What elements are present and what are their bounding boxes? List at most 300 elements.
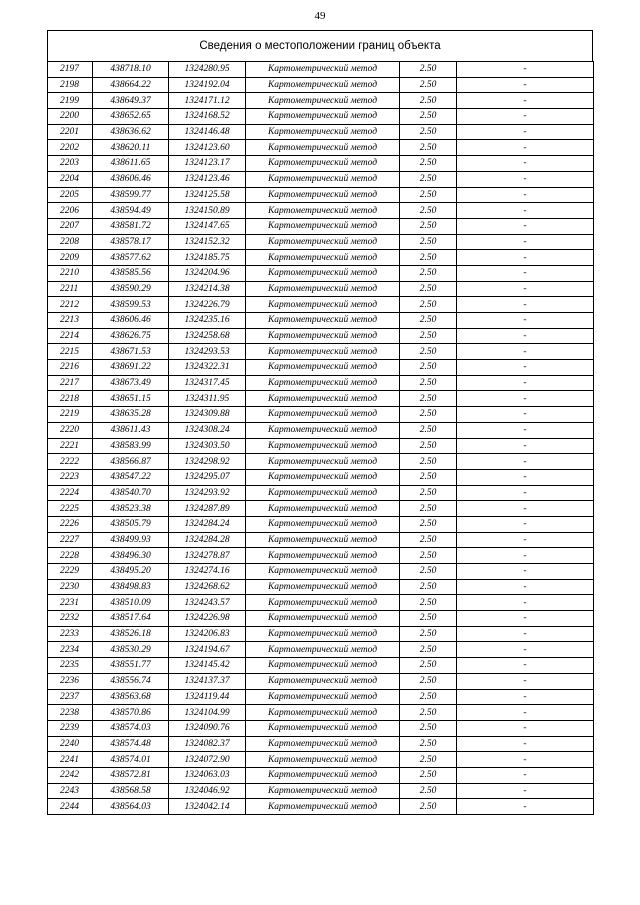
accuracy-cell: 2.50 xyxy=(400,626,457,642)
description-cell: - xyxy=(457,767,594,783)
method-cell: Картометрический метод xyxy=(246,501,400,517)
coordinate-x-cell: 438664.22 xyxy=(93,77,169,93)
method-cell: Картометрический метод xyxy=(246,469,400,485)
accuracy-cell: 2.50 xyxy=(400,313,457,329)
point-number-cell: 2231 xyxy=(48,595,93,611)
accuracy-cell: 2.50 xyxy=(400,736,457,752)
coordinate-y-cell: 1324137.37 xyxy=(169,673,246,689)
table-row xyxy=(48,485,594,501)
point-number-cell: 2217 xyxy=(48,375,93,391)
description-cell: - xyxy=(457,720,594,736)
accuracy-cell: 2.50 xyxy=(400,438,457,454)
accuracy-cell: 2.50 xyxy=(400,171,457,187)
point-number-cell: 2212 xyxy=(48,297,93,313)
method-cell: Картометрический метод xyxy=(246,595,400,611)
table-row xyxy=(48,658,594,674)
method-cell: Картометрический метод xyxy=(246,720,400,736)
table-row xyxy=(48,171,594,187)
table-row xyxy=(48,705,594,721)
method-cell: Картометрический метод xyxy=(246,548,400,564)
point-number-cell: 2236 xyxy=(48,673,93,689)
method-cell: Картометрический метод xyxy=(246,736,400,752)
description-cell: - xyxy=(457,422,594,438)
coordinate-y-cell: 1324206.83 xyxy=(169,626,246,642)
accuracy-cell: 2.50 xyxy=(400,109,457,125)
point-number-cell: 2227 xyxy=(48,532,93,548)
method-cell: Картометрический метод xyxy=(246,642,400,658)
description-cell: - xyxy=(457,344,594,360)
description-cell: - xyxy=(457,454,594,470)
table-row xyxy=(48,140,594,156)
method-cell: Картометрический метод xyxy=(246,454,400,470)
method-cell: Картометрический метод xyxy=(246,93,400,109)
coordinate-y-cell: 1324168.52 xyxy=(169,109,246,125)
coordinate-x-cell: 438556.74 xyxy=(93,673,169,689)
table-row xyxy=(48,93,594,109)
method-cell: Картометрический метод xyxy=(246,658,400,674)
coordinate-x-cell: 438566.87 xyxy=(93,454,169,470)
coordinate-x-cell: 438505.79 xyxy=(93,516,169,532)
point-number-cell: 2234 xyxy=(48,642,93,658)
accuracy-cell: 2.50 xyxy=(400,77,457,93)
coordinate-x-cell: 438564.03 xyxy=(93,799,169,815)
coordinate-y-cell: 1324185.75 xyxy=(169,250,246,266)
description-cell: - xyxy=(457,187,594,203)
point-number-cell: 2242 xyxy=(48,767,93,783)
description-cell: - xyxy=(457,375,594,391)
coordinate-y-cell: 1324145.42 xyxy=(169,658,246,674)
table-row xyxy=(48,438,594,454)
coordinate-y-cell: 1324309.88 xyxy=(169,407,246,423)
table-row xyxy=(48,297,594,313)
coordinate-x-cell: 438651.15 xyxy=(93,391,169,407)
point-number-cell: 2235 xyxy=(48,658,93,674)
accuracy-cell: 2.50 xyxy=(400,752,457,768)
coordinates-table xyxy=(47,61,594,815)
method-cell: Картометрический метод xyxy=(246,171,400,187)
description-cell: - xyxy=(457,391,594,407)
description-cell: - xyxy=(457,689,594,705)
point-number-cell: 2201 xyxy=(48,124,93,140)
table-title: Сведения о местоположении границ объекта xyxy=(47,30,593,61)
point-number-cell: 2207 xyxy=(48,218,93,234)
point-number-cell: 2238 xyxy=(48,705,93,721)
coordinate-x-cell: 438526.18 xyxy=(93,626,169,642)
coordinate-x-cell: 438577.62 xyxy=(93,250,169,266)
point-number-cell: 2229 xyxy=(48,564,93,580)
table-row xyxy=(48,344,594,360)
description-cell: - xyxy=(457,281,594,297)
description-cell: - xyxy=(457,752,594,768)
coordinate-x-cell: 438568.58 xyxy=(93,783,169,799)
method-cell: Картометрический метод xyxy=(246,156,400,172)
coordinate-y-cell: 1324311.95 xyxy=(169,391,246,407)
description-cell: - xyxy=(457,611,594,627)
coordinate-y-cell: 1324235.16 xyxy=(169,313,246,329)
method-cell: Картометрический метод xyxy=(246,360,400,376)
method-cell: Картометрический метод xyxy=(246,705,400,721)
description-cell: - xyxy=(457,140,594,156)
point-number-cell: 2215 xyxy=(48,344,93,360)
point-number-cell: 2211 xyxy=(48,281,93,297)
table-row xyxy=(48,642,594,658)
coordinate-x-cell: 438495.20 xyxy=(93,564,169,580)
coordinate-y-cell: 1324082.37 xyxy=(169,736,246,752)
table-row xyxy=(48,548,594,564)
point-number-cell: 2199 xyxy=(48,93,93,109)
accuracy-cell: 2.50 xyxy=(400,297,457,313)
method-cell: Картометрический метод xyxy=(246,407,400,423)
point-number-cell: 2209 xyxy=(48,250,93,266)
coordinate-y-cell: 1324243.57 xyxy=(169,595,246,611)
coordinate-x-cell: 438635.28 xyxy=(93,407,169,423)
coordinate-x-cell: 438673.49 xyxy=(93,375,169,391)
description-cell: - xyxy=(457,736,594,752)
coordinate-y-cell: 1324293.92 xyxy=(169,485,246,501)
coordinate-x-cell: 438599.53 xyxy=(93,297,169,313)
method-cell: Картометрический метод xyxy=(246,313,400,329)
coordinate-y-cell: 1324147.65 xyxy=(169,218,246,234)
coordinate-x-cell: 438570.86 xyxy=(93,705,169,721)
table-row xyxy=(48,564,594,580)
coordinate-y-cell: 1324278.87 xyxy=(169,548,246,564)
accuracy-cell: 2.50 xyxy=(400,203,457,219)
table-row xyxy=(48,736,594,752)
table-row xyxy=(48,265,594,281)
accuracy-cell: 2.50 xyxy=(400,705,457,721)
point-number-cell: 2244 xyxy=(48,799,93,815)
table-row xyxy=(48,579,594,595)
coordinate-y-cell: 1324146.48 xyxy=(169,124,246,140)
coordinate-y-cell: 1324303.50 xyxy=(169,438,246,454)
point-number-cell: 2237 xyxy=(48,689,93,705)
point-number-cell: 2223 xyxy=(48,469,93,485)
method-cell: Картометрический метод xyxy=(246,203,400,219)
accuracy-cell: 2.50 xyxy=(400,250,457,266)
method-cell: Картометрический метод xyxy=(246,265,400,281)
table-row xyxy=(48,767,594,783)
coordinate-x-cell: 438652.65 xyxy=(93,109,169,125)
accuracy-cell: 2.50 xyxy=(400,328,457,344)
coordinate-y-cell: 1324150.89 xyxy=(169,203,246,219)
coordinate-y-cell: 1324090.76 xyxy=(169,720,246,736)
point-number-cell: 2210 xyxy=(48,265,93,281)
accuracy-cell: 2.50 xyxy=(400,234,457,250)
coordinate-y-cell: 1324042.14 xyxy=(169,799,246,815)
method-cell: Картометрический метод xyxy=(246,532,400,548)
point-number-cell: 2240 xyxy=(48,736,93,752)
method-cell: Картометрический метод xyxy=(246,328,400,344)
coordinate-y-cell: 1324317.45 xyxy=(169,375,246,391)
table-row xyxy=(48,422,594,438)
coordinate-x-cell: 438530.29 xyxy=(93,642,169,658)
accuracy-cell: 2.50 xyxy=(400,62,457,78)
method-cell: Картометрический метод xyxy=(246,752,400,768)
coordinate-y-cell: 1324152.32 xyxy=(169,234,246,250)
table-body xyxy=(48,62,594,815)
coordinate-x-cell: 438581.72 xyxy=(93,218,169,234)
coordinate-y-cell: 1324226.98 xyxy=(169,611,246,627)
coordinate-y-cell: 1324295.07 xyxy=(169,469,246,485)
description-cell: - xyxy=(457,595,594,611)
point-number-cell: 2203 xyxy=(48,156,93,172)
accuracy-cell: 2.50 xyxy=(400,532,457,548)
point-number-cell: 2230 xyxy=(48,579,93,595)
table-row xyxy=(48,360,594,376)
table-row xyxy=(48,328,594,344)
coordinate-y-cell: 1324119.44 xyxy=(169,689,246,705)
description-cell: - xyxy=(457,297,594,313)
method-cell: Картометрический метод xyxy=(246,375,400,391)
coordinate-y-cell: 1324214.38 xyxy=(169,281,246,297)
table-row xyxy=(48,752,594,768)
table-row xyxy=(48,516,594,532)
accuracy-cell: 2.50 xyxy=(400,422,457,438)
method-cell: Картометрический метод xyxy=(246,673,400,689)
description-cell: - xyxy=(457,124,594,140)
coordinate-y-cell: 1324308.24 xyxy=(169,422,246,438)
boundary-table xyxy=(47,30,593,815)
coordinate-x-cell: 438583.99 xyxy=(93,438,169,454)
method-cell: Картометрический метод xyxy=(246,344,400,360)
coordinate-x-cell: 438620.11 xyxy=(93,140,169,156)
accuracy-cell: 2.50 xyxy=(400,360,457,376)
page-number: 49 xyxy=(314,10,326,22)
description-cell: - xyxy=(457,642,594,658)
table-row xyxy=(48,250,594,266)
method-cell: Картометрический метод xyxy=(246,281,400,297)
description-cell: - xyxy=(457,218,594,234)
point-number-cell: 2218 xyxy=(48,391,93,407)
accuracy-cell: 2.50 xyxy=(400,579,457,595)
coordinate-x-cell: 438563.68 xyxy=(93,689,169,705)
accuracy-cell: 2.50 xyxy=(400,501,457,517)
method-cell: Картометрический метод xyxy=(246,218,400,234)
coordinate-x-cell: 438540.70 xyxy=(93,485,169,501)
description-cell: - xyxy=(457,579,594,595)
coordinate-y-cell: 1324226.79 xyxy=(169,297,246,313)
coordinate-x-cell: 438611.65 xyxy=(93,156,169,172)
accuracy-cell: 2.50 xyxy=(400,375,457,391)
coordinate-x-cell: 438510.09 xyxy=(93,595,169,611)
point-number-cell: 2221 xyxy=(48,438,93,454)
description-cell: - xyxy=(457,93,594,109)
accuracy-cell: 2.50 xyxy=(400,548,457,564)
coordinate-y-cell: 1324280.95 xyxy=(169,62,246,78)
accuracy-cell: 2.50 xyxy=(400,93,457,109)
accuracy-cell: 2.50 xyxy=(400,673,457,689)
coordinate-y-cell: 1324123.17 xyxy=(169,156,246,172)
coordinate-x-cell: 438671.53 xyxy=(93,344,169,360)
method-cell: Картометрический метод xyxy=(246,109,400,125)
coordinate-x-cell: 438590.29 xyxy=(93,281,169,297)
description-cell: - xyxy=(457,360,594,376)
point-number-cell: 2205 xyxy=(48,187,93,203)
description-cell: - xyxy=(457,564,594,580)
table-row xyxy=(48,156,594,172)
method-cell: Картометрический метод xyxy=(246,140,400,156)
point-number-cell: 2208 xyxy=(48,234,93,250)
coordinate-y-cell: 1324072.90 xyxy=(169,752,246,768)
point-number-cell: 2197 xyxy=(48,62,93,78)
description-cell: - xyxy=(457,109,594,125)
table-row xyxy=(48,62,594,78)
table-row xyxy=(48,109,594,125)
description-cell: - xyxy=(457,705,594,721)
accuracy-cell: 2.50 xyxy=(400,156,457,172)
point-number-cell: 2200 xyxy=(48,109,93,125)
description-cell: - xyxy=(457,313,594,329)
coordinate-x-cell: 438594.49 xyxy=(93,203,169,219)
coordinate-y-cell: 1324287.89 xyxy=(169,501,246,517)
point-number-cell: 2222 xyxy=(48,454,93,470)
coordinate-x-cell: 438691.22 xyxy=(93,360,169,376)
table-row xyxy=(48,124,594,140)
coordinate-x-cell: 438578.17 xyxy=(93,234,169,250)
coordinate-y-cell: 1324123.60 xyxy=(169,140,246,156)
coordinate-x-cell: 438496.30 xyxy=(93,548,169,564)
accuracy-cell: 2.50 xyxy=(400,391,457,407)
description-cell: - xyxy=(457,328,594,344)
coordinate-x-cell: 438611.43 xyxy=(93,422,169,438)
accuracy-cell: 2.50 xyxy=(400,564,457,580)
accuracy-cell: 2.50 xyxy=(400,187,457,203)
method-cell: Картометрический метод xyxy=(246,783,400,799)
description-cell: - xyxy=(457,548,594,564)
point-number-cell: 2243 xyxy=(48,783,93,799)
description-cell: - xyxy=(457,62,594,78)
coordinate-y-cell: 1324125.58 xyxy=(169,187,246,203)
method-cell: Картометрический метод xyxy=(246,77,400,93)
accuracy-cell: 2.50 xyxy=(400,140,457,156)
point-number-cell: 2241 xyxy=(48,752,93,768)
description-cell: - xyxy=(457,156,594,172)
table-row xyxy=(48,391,594,407)
table-row xyxy=(48,469,594,485)
point-number-cell: 2232 xyxy=(48,611,93,627)
table-row xyxy=(48,501,594,517)
coordinate-y-cell: 1324046.92 xyxy=(169,783,246,799)
point-number-cell: 2206 xyxy=(48,203,93,219)
accuracy-cell: 2.50 xyxy=(400,469,457,485)
coordinate-x-cell: 438606.46 xyxy=(93,171,169,187)
coordinate-y-cell: 1324194.67 xyxy=(169,642,246,658)
coordinate-x-cell: 438498.83 xyxy=(93,579,169,595)
point-number-cell: 2204 xyxy=(48,171,93,187)
accuracy-cell: 2.50 xyxy=(400,642,457,658)
coordinate-x-cell: 438572.81 xyxy=(93,767,169,783)
coordinate-x-cell: 438606.46 xyxy=(93,313,169,329)
coordinate-x-cell: 438574.48 xyxy=(93,736,169,752)
accuracy-cell: 2.50 xyxy=(400,265,457,281)
table-row xyxy=(48,187,594,203)
table-row xyxy=(48,689,594,705)
method-cell: Картометрический метод xyxy=(246,234,400,250)
point-number-cell: 2198 xyxy=(48,77,93,93)
description-cell: - xyxy=(457,171,594,187)
description-cell: - xyxy=(457,438,594,454)
method-cell: Картометрический метод xyxy=(246,689,400,705)
table-row xyxy=(48,595,594,611)
table-row xyxy=(48,454,594,470)
table-row xyxy=(48,313,594,329)
method-cell: Картометрический метод xyxy=(246,485,400,501)
point-number-cell: 2239 xyxy=(48,720,93,736)
accuracy-cell: 2.50 xyxy=(400,124,457,140)
table-row xyxy=(48,611,594,627)
method-cell: Картометрический метод xyxy=(246,767,400,783)
description-cell: - xyxy=(457,783,594,799)
coordinate-x-cell: 438599.77 xyxy=(93,187,169,203)
accuracy-cell: 2.50 xyxy=(400,344,457,360)
coordinate-x-cell: 438718.10 xyxy=(93,62,169,78)
method-cell: Картометрический метод xyxy=(246,579,400,595)
coordinate-x-cell: 438649.37 xyxy=(93,93,169,109)
accuracy-cell: 2.50 xyxy=(400,454,457,470)
coordinate-x-cell: 438574.03 xyxy=(93,720,169,736)
point-number-cell: 2233 xyxy=(48,626,93,642)
point-number-cell: 2213 xyxy=(48,313,93,329)
coordinate-y-cell: 1324274.16 xyxy=(169,564,246,580)
coordinate-y-cell: 1324268.62 xyxy=(169,579,246,595)
table-row xyxy=(48,203,594,219)
method-cell: Картометрический метод xyxy=(246,422,400,438)
accuracy-cell: 2.50 xyxy=(400,767,457,783)
description-cell: - xyxy=(457,469,594,485)
coordinate-y-cell: 1324284.28 xyxy=(169,532,246,548)
table-row xyxy=(48,77,594,93)
method-cell: Картометрический метод xyxy=(246,187,400,203)
accuracy-cell: 2.50 xyxy=(400,485,457,501)
description-cell: - xyxy=(457,407,594,423)
point-number-cell: 2226 xyxy=(48,516,93,532)
coordinate-y-cell: 1324104.99 xyxy=(169,705,246,721)
coordinate-y-cell: 1324258.68 xyxy=(169,328,246,344)
method-cell: Картометрический метод xyxy=(246,626,400,642)
coordinate-y-cell: 1324293.53 xyxy=(169,344,246,360)
description-cell: - xyxy=(457,532,594,548)
table-row xyxy=(48,234,594,250)
description-cell: - xyxy=(457,799,594,815)
description-cell: - xyxy=(457,658,594,674)
table-row xyxy=(48,720,594,736)
description-cell: - xyxy=(457,485,594,501)
coordinate-y-cell: 1324192.04 xyxy=(169,77,246,93)
point-number-cell: 2228 xyxy=(48,548,93,564)
table-row xyxy=(48,532,594,548)
point-number-cell: 2219 xyxy=(48,407,93,423)
coordinate-y-cell: 1324284.24 xyxy=(169,516,246,532)
coordinate-x-cell: 438574.01 xyxy=(93,752,169,768)
method-cell: Картометрический метод xyxy=(246,516,400,532)
coordinate-x-cell: 438551.77 xyxy=(93,658,169,674)
description-cell: - xyxy=(457,501,594,517)
method-cell: Картометрический метод xyxy=(246,391,400,407)
description-cell: - xyxy=(457,626,594,642)
coordinate-x-cell: 438547.22 xyxy=(93,469,169,485)
coordinate-y-cell: 1324322.31 xyxy=(169,360,246,376)
coordinate-y-cell: 1324171.12 xyxy=(169,93,246,109)
method-cell: Картометрический метод xyxy=(246,611,400,627)
coordinate-x-cell: 438585.56 xyxy=(93,265,169,281)
accuracy-cell: 2.50 xyxy=(400,595,457,611)
description-cell: - xyxy=(457,203,594,219)
coordinate-x-cell: 438517.64 xyxy=(93,611,169,627)
description-cell: - xyxy=(457,673,594,689)
table-row xyxy=(48,375,594,391)
table-row xyxy=(48,281,594,297)
coordinate-x-cell: 438499.93 xyxy=(93,532,169,548)
